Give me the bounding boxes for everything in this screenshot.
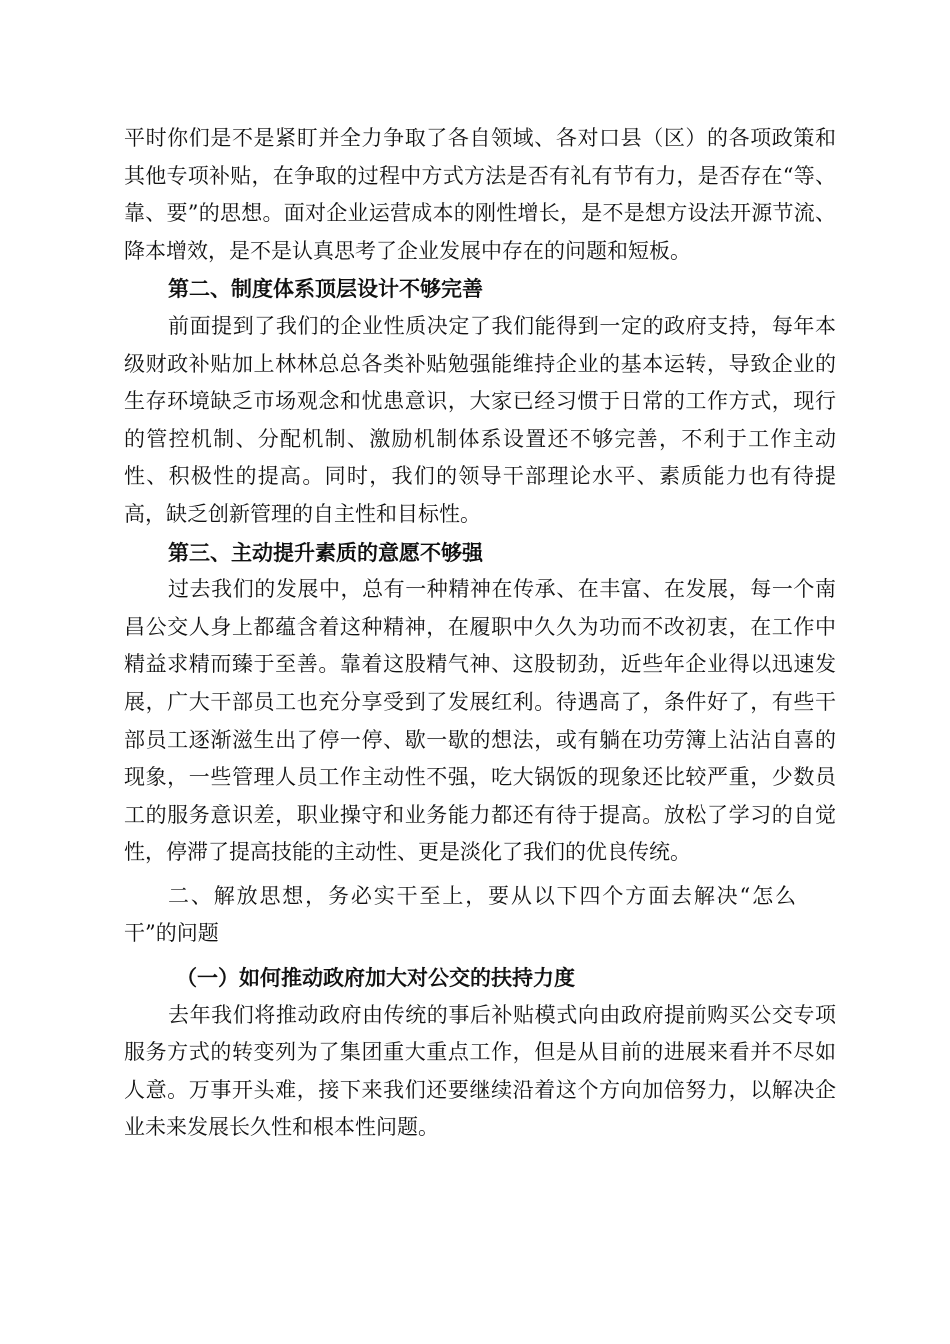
paragraph-continued: 平时你们是不是紧盯并全力争取了各自领域、各对口县（区）的各项政策和其他专项补贴，在争取的过程中方式方法是否有礼有节有力，是否存在“等、靠、要”的思想。面对企业运营成本的刚性增长，是不是想方设法开源节流、降本增效，是不是认真思考了企业发展中存在的问题和短板。 xyxy=(124,126,836,263)
subheading-one: （一）如何推动政府加大对公交的扶持力度 xyxy=(176,965,575,991)
document-body xyxy=(124,120,836,1147)
paragraph-government: 去年我们将推动政府由传统的事后补贴模式向由政府提前购买公交专项服务方式的转变列为了集团重大重点工作，但是从目前的进展来看并不尽如人意。万事开头难，接下来我们还要继续沿着这个方向加倍努力，以解决企业未来发展长久性和根本性问题。 xyxy=(124,1002,836,1140)
section-heading-two: 二、解放思想，务必实干至上，要从以下四个方面去解决“怎么干”的问题 xyxy=(124,883,796,946)
heading-third: 第三、主动提升素质的意愿不够强 xyxy=(168,539,483,565)
heading-second: 第二、制度体系顶层设计不够完善 xyxy=(168,276,483,302)
paragraph-institution: 前面提到了我们的企业性质决定了我们能得到一定的政府支持，每年本级财政补贴加上林林总总各类补贴勉强能维持企业的基本运转，导致企业的生存环境缺乏市场观念和忧患意识，大家已经习惯于日常的工作方式，现行的管控机制、分配机制、激励机制体系设置还不够完善，不利于工作主动性、积极性的提高。同时，我们的领导干部理论水平、素质能力也有待提高，缺乏创新管理的自主性和目标性。 xyxy=(124,313,836,526)
paragraph-spirit: 过去我们的发展中，总有一种精神在传承、在丰富、在发展，每一个南昌公交人身上都蕴含着这种精神，在履职中久久为功而不改初衷，在工作中精益求精而臻于至善。靠着这股精气神、这股韧劲，近些年企业得以迅速发展，广大干部员工也充分享受到了发展红利。待遇高了，条件好了，有些干部员工逐渐滋生出了停一停、歇一歇的想法，或有躺在功劳簿上沾沾自喜的现象，一些管理人员工作主动性不强，吃大锅饭的现象还比较严重，少数员工的服务意识差，职业操守和业务能力都还有待于提高。放松了学习的自觉性，停滞了提高技能的主动性、更是淡化了我们的优良传统。 xyxy=(124,577,836,865)
